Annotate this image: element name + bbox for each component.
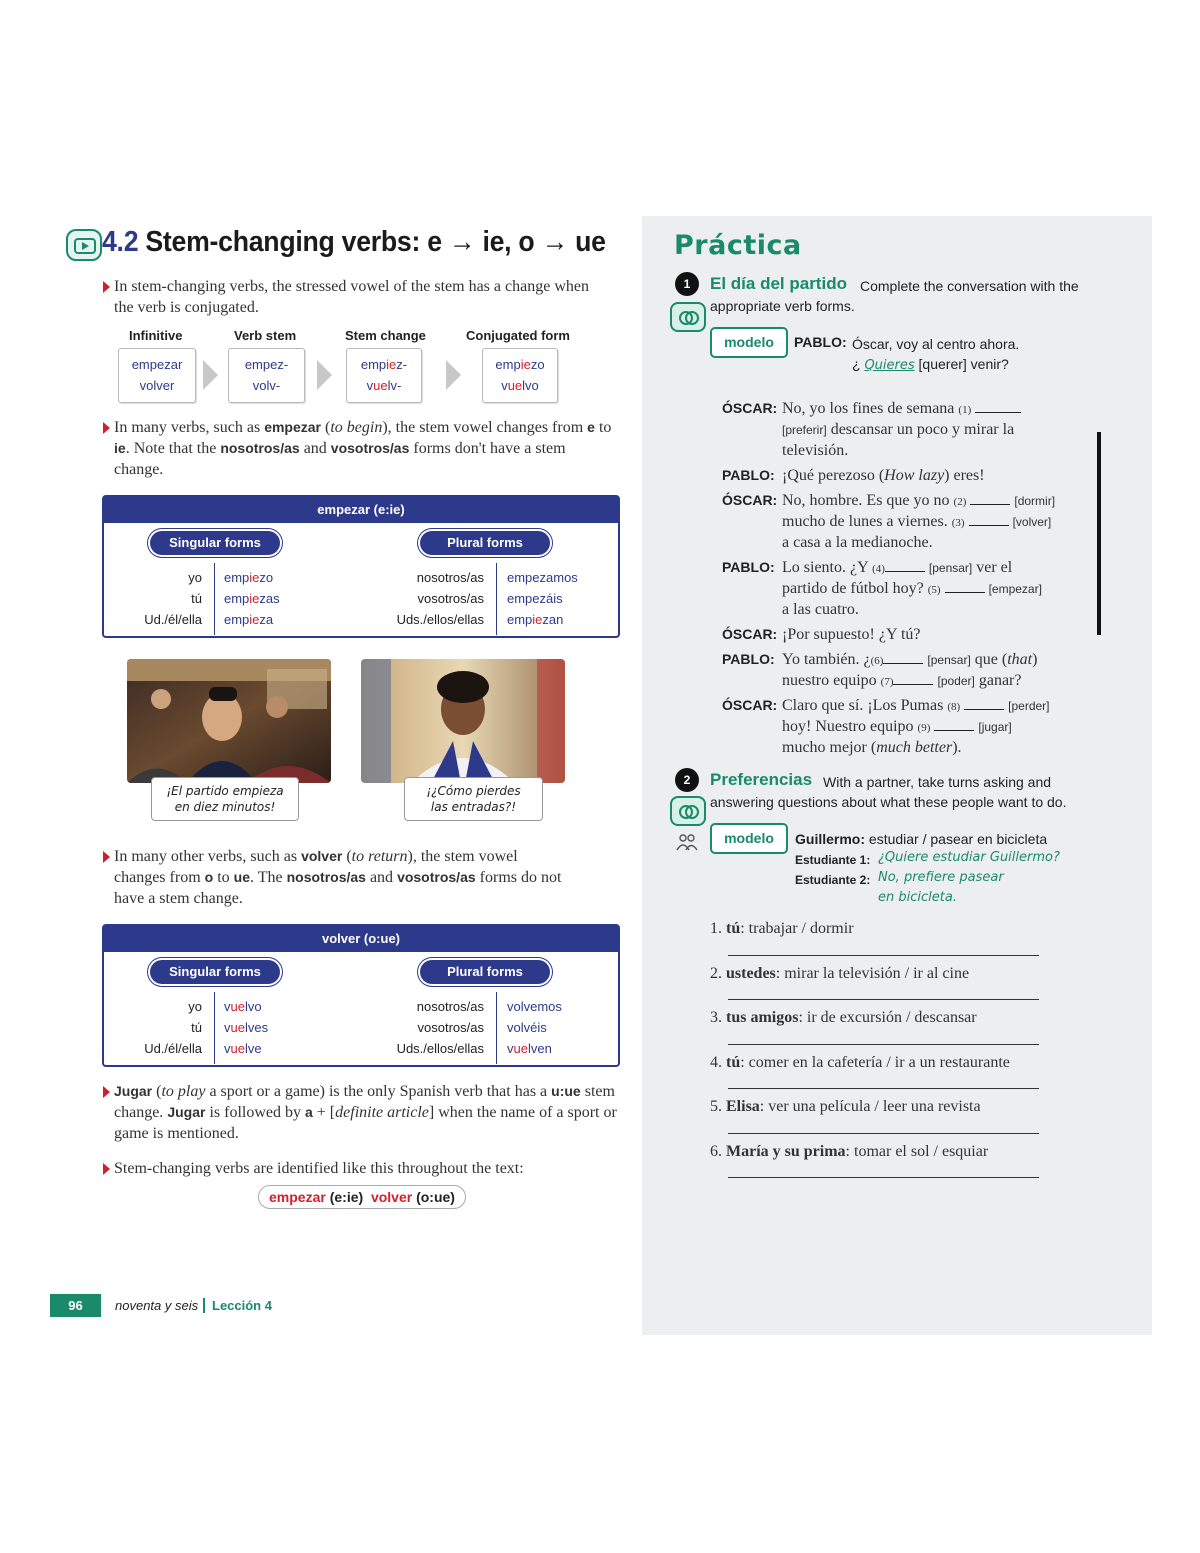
- table-title: volver (o:ue): [104, 926, 618, 952]
- dialogue-line: No, hombre. Es que yo no (2) [dormir]: [782, 492, 1056, 509]
- dialogue-line: No, yo los fines de semana (1): [782, 398, 1021, 421]
- infinitive-empezar: empezar: [131, 357, 183, 372]
- singular-forms-label: Singular forms: [150, 531, 280, 555]
- dialogue-line: Lo siento. ¿Y (4) [pensar] ver el: [782, 559, 1013, 576]
- modelo-label: modelo: [710, 823, 788, 854]
- photo-subway-scene-1: [127, 659, 331, 783]
- speaker-label: PABLO:: [722, 559, 775, 575]
- arrow-right-icon: [446, 360, 461, 390]
- section-number: 4.2: [102, 226, 139, 258]
- stem-volver: volv-: [252, 378, 281, 393]
- header-conjugated-form: Conjugated form: [466, 328, 570, 343]
- student-2-line: No, prefiere pasear: [878, 870, 1004, 885]
- arrow-right-icon: [317, 360, 332, 390]
- bullet-volver: In many other verbs, such as volver (to return), the stem vowel changes from o to ue. The nosotros/as and vosotros/as forms do not have a stem change.: [103, 846, 573, 909]
- section-title: [102, 226, 606, 259]
- answer-line[interactable]: [728, 955, 1039, 956]
- answer-blank[interactable]: [885, 560, 925, 572]
- student-1-line: ¿Quiere estudiar Guillermo?: [878, 850, 1060, 865]
- change-empezar: empiez-: [360, 357, 408, 372]
- answer-blank[interactable]: [970, 493, 1010, 505]
- conj-volver: vuelvo: [501, 378, 539, 393]
- section-heading: Stem-changing verbs: e → ie, o → ue: [145, 226, 606, 258]
- speaker-label: ÓSCAR:: [722, 626, 778, 642]
- exercise-title: El día del partido: [710, 274, 847, 293]
- answer-blank[interactable]: [883, 652, 923, 664]
- answer-blank[interactable]: [893, 673, 933, 685]
- answer-line[interactable]: [728, 1044, 1039, 1045]
- exercise-instructions: With a partner, take turns asking and: [823, 774, 1052, 790]
- singular-forms: vuelvo vuelves vuelve: [224, 999, 269, 1056]
- column-divider: [496, 992, 497, 1064]
- model-prompt: Guillermo: estudiar / pasear en bicicleta: [795, 831, 1048, 847]
- speaker-label: ÓSCAR:: [722, 492, 778, 508]
- dialogue-line: mucho mejor (much better).: [782, 739, 962, 756]
- volver-conjugation-table: [102, 924, 620, 1067]
- exercise-instructions: Complete the conversation with the: [860, 278, 1079, 294]
- audio-sync-icon[interactable]: [670, 302, 706, 332]
- conj-empezar: empiezo: [495, 357, 545, 372]
- plural-pronouns: nosotros/as vosotros/as Uds./ellos/ellas: [396, 999, 484, 1056]
- bullet-marker: [103, 1086, 110, 1098]
- singular-pronouns: yo tú Ud./él/ella: [144, 570, 202, 627]
- dialogue-line: televisión.: [782, 442, 849, 459]
- answer-blank[interactable]: [945, 581, 985, 593]
- answer-line[interactable]: [728, 1088, 1039, 1089]
- speaker-label: ÓSCAR:: [722, 400, 778, 416]
- page-number-words: noventa y seis: [115, 1298, 199, 1313]
- audio-sync-icon[interactable]: [670, 796, 706, 826]
- exercise-title: Preferencias: [710, 770, 813, 789]
- table-title: empezar (e:ie): [104, 497, 618, 523]
- dialogue-line: [preferir] descansar un poco y mirar la: [782, 421, 1015, 438]
- answer-blank[interactable]: [975, 401, 1021, 413]
- plural-forms: empezamos empezáis empiezan: [507, 570, 578, 627]
- singular-pronouns: yo tú Ud./él/ella: [144, 999, 202, 1056]
- video-icon[interactable]: [66, 229, 102, 261]
- bullet-jugar: Jugar (to play a sport or a game) is the only Spanish verb that has a u:ue stem change. Jugar is followed by a + [definite article] when the name of a sport or game is mentioned.: [103, 1081, 623, 1144]
- speaker-label: PABLO:: [722, 651, 775, 667]
- exercise-instructions: appropriate verb forms.: [710, 298, 855, 314]
- margin-bar: [1097, 432, 1101, 635]
- intro-bullet: In stem-changing verbs, the stressed vowel of the stem has a change when the verb is conjugated.: [103, 276, 598, 318]
- dialogue-line: hoy! Nuestro equipo (9) [jugar]: [782, 718, 1012, 735]
- header-verb-stem: Verb stem: [234, 328, 297, 343]
- stem-change-box: [346, 348, 422, 403]
- column-divider: [214, 563, 215, 635]
- pair-work-icon: [676, 833, 698, 856]
- exercise-number: 1: [675, 272, 699, 296]
- arrow-right-icon: [203, 360, 218, 390]
- dialogue-line: ¡Por supuesto! ¿Y tú?: [782, 626, 921, 643]
- lesson-label: Lección 4: [212, 1298, 272, 1313]
- list-item: 4. tú: comer en la cafetería / ir a un restaurante: [710, 1054, 1010, 1071]
- answer-blank[interactable]: [934, 719, 974, 731]
- dialogue-line: mucho de lunes a viernes. (3) [volver]: [782, 513, 1052, 530]
- stem-empezar: empez-: [244, 357, 289, 372]
- singular-forms-label: Singular forms: [150, 960, 280, 984]
- answer-line[interactable]: [728, 1133, 1039, 1134]
- bullet-marker: [103, 422, 110, 434]
- dialogue-line: Yo también. ¿(6) [pensar] que (that): [782, 651, 1038, 668]
- column-divider: [496, 563, 497, 635]
- verb-stem-box: [228, 348, 305, 403]
- practice-heading: Práctica: [674, 230, 802, 261]
- plural-forms: volvemos volvéis vuelven: [507, 999, 562, 1056]
- plural-forms-label: Plural forms: [420, 531, 550, 555]
- dialogue-line: partido de fútbol hoy? (5) [empezar]: [782, 580, 1042, 597]
- bullet-marker: [103, 851, 110, 863]
- answer-line[interactable]: [728, 999, 1039, 1000]
- student-2-line: en bicicleta.: [878, 890, 957, 905]
- footer-divider: [203, 1298, 205, 1313]
- dialogue-line: a las cuatro.: [782, 601, 859, 618]
- list-item: 1. tú: trabajar / dormir: [710, 920, 854, 937]
- stem-change-marker-example: empezar (e:ie) volver (o:ue): [258, 1185, 466, 1209]
- dialogue-line: a casa a la medianoche.: [782, 534, 933, 551]
- dialogue-line: nuestro equipo (7) [poder] ganar?: [782, 672, 1022, 689]
- bullet-empezar: In many verbs, such as empezar (to begin), the stem vowel changes from e to ie. Note that the nosotros/as and vosotros/as forms don't have a stem change.: [103, 417, 618, 480]
- header-infinitive: Infinitive: [129, 328, 183, 343]
- conjugated-form-box: [482, 348, 558, 403]
- answer-blank[interactable]: [964, 698, 1004, 710]
- list-item: 6. María y su prima: tomar el sol / esquiar: [710, 1143, 989, 1160]
- column-divider: [214, 992, 215, 1064]
- list-item: 5. Elisa: ver una película / leer una revista: [710, 1098, 981, 1115]
- change-volver: vuelv-: [366, 378, 402, 393]
- dialogue-line: Claro que sí. ¡Los Pumas (8) [perder]: [782, 697, 1050, 714]
- dialogue-line: ¡Qué perezoso (How lazy) eres!: [782, 467, 985, 484]
- speaker-label: ÓSCAR:: [722, 697, 778, 713]
- header-stem-change: Stem change: [345, 328, 426, 343]
- infinitive-volver: volver: [139, 378, 175, 393]
- plural-pronouns: nosotros/as vosotros/as Uds./ellos/ellas: [396, 570, 484, 627]
- answer-line[interactable]: [728, 1177, 1039, 1178]
- bullet-marker: [103, 281, 110, 293]
- list-item: 3. tus amigos: ir de excursión / descansar: [710, 1009, 977, 1026]
- model-line: Óscar, voy al centro ahora.: [852, 336, 1020, 352]
- exercise-number: 2: [675, 768, 699, 792]
- speech-bubble-2: ¡¿Cómo pierdes las entradas?!: [404, 777, 543, 821]
- exercise-instructions: answering questions about what these people want to do.: [710, 794, 1067, 810]
- bullet-identifier: Stem-changing verbs are identified like this throughout the text:: [103, 1158, 603, 1179]
- model-question: ¿ Quieres [querer] venir?: [852, 356, 1009, 373]
- empezar-conjugation-table: [102, 495, 620, 638]
- page-number: 96: [50, 1294, 101, 1317]
- answer-blank[interactable]: [969, 514, 1009, 526]
- student-2-label: Estudiante 2:: [795, 873, 871, 887]
- modelo-label: modelo: [710, 327, 788, 358]
- infinitive-box: [118, 348, 196, 403]
- speaker-label: PABLO:: [794, 334, 847, 350]
- speech-bubble-1: ¡El partido empieza en diez minutos!: [151, 777, 299, 821]
- bullet-marker: [103, 1163, 110, 1175]
- speaker-label: PABLO:: [722, 467, 775, 483]
- photo-subway-scene-2: [361, 659, 565, 783]
- plural-forms-label: Plural forms: [420, 960, 550, 984]
- student-1-label: Estudiante 1:: [795, 853, 871, 867]
- list-item: 2. ustedes: mirar la televisión / ir al cine: [710, 965, 970, 982]
- singular-forms: empiezo empiezas empieza: [224, 570, 280, 627]
